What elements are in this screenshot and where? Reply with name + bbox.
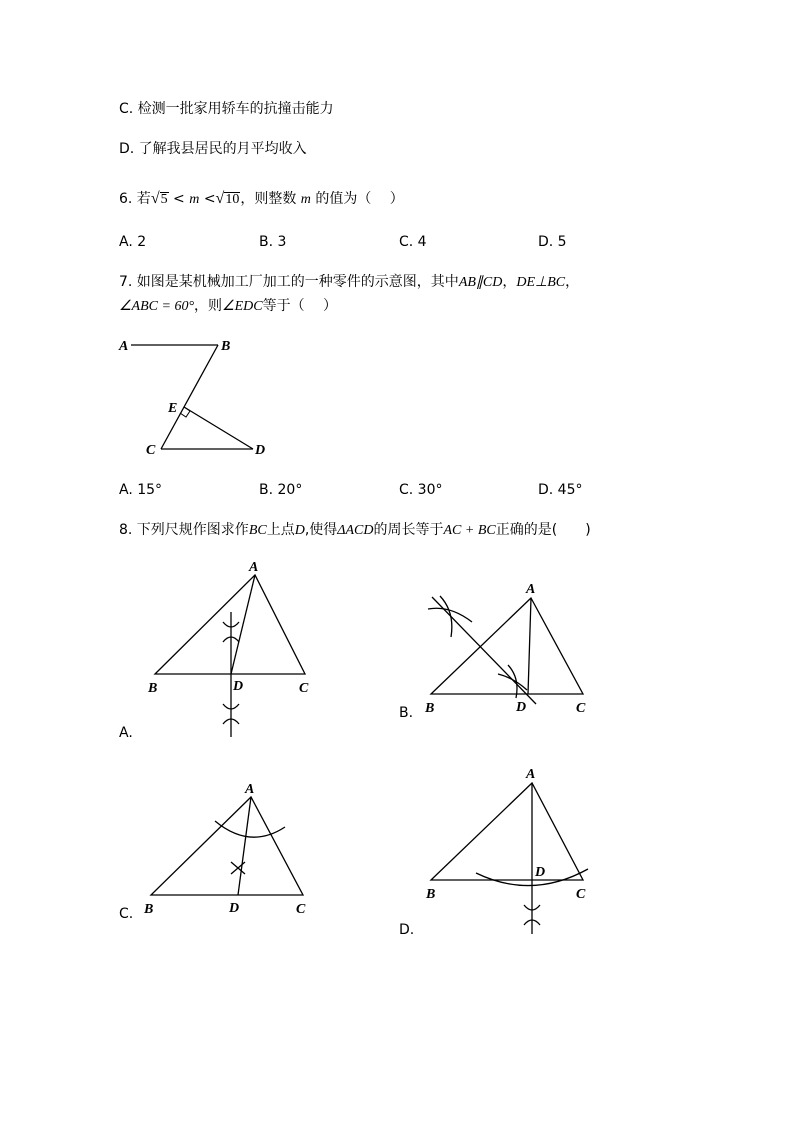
q7-option-b: B. 20°	[259, 482, 303, 498]
q7-line1-end: ，	[565, 274, 580, 290]
q8c-label-d: D	[229, 901, 240, 916]
q5-option-c: C. 检测一批家用轿车的抗撞击能力	[119, 101, 334, 117]
q8b-label-a: A	[526, 582, 536, 597]
q7-label-c: C	[146, 443, 156, 458]
sqrt-icon: √	[215, 190, 225, 207]
q7-option-a: A. 15°	[119, 482, 163, 498]
q8-m4: AC + BC	[443, 523, 496, 538]
q7-option-d: D. 45°	[538, 482, 583, 498]
q8a-label-a: A	[249, 560, 259, 575]
q7-label-e: E	[168, 401, 178, 416]
q7-line2-end: 等于（ ）	[262, 298, 338, 314]
q7-line1-prefix: 7. 如图是某机械加工厂加工的一种零件的示意图，其中	[119, 274, 459, 290]
q8b-label-b: B	[425, 701, 435, 716]
q7-label-d: D	[255, 443, 266, 458]
q8-option-d: D.	[399, 922, 415, 938]
q8-m2: D	[294, 523, 305, 538]
q8-t3: ,使得	[304, 522, 338, 538]
q8-option-c: C.	[119, 906, 134, 922]
q6-lt2: <	[203, 191, 216, 207]
q6-var: m	[300, 192, 311, 207]
q8b-label-d: D	[516, 700, 527, 715]
q8-option-b: B.	[399, 705, 414, 721]
q8c-label-b: B	[144, 902, 154, 917]
q7-line1-math2: DE⊥BC	[516, 275, 566, 290]
q6-option-d: D. 5	[538, 234, 567, 250]
q6-math-m: m	[189, 192, 200, 207]
q5-option-d: D. 了解我县居民的月平均收入	[119, 141, 307, 157]
q6-suffix: ，则整数	[240, 191, 297, 207]
q7-line2-math: ∠ABC = 60°	[119, 299, 195, 314]
q7-label-a: A	[119, 339, 129, 354]
q8-t4: 的周长等于	[373, 522, 444, 538]
q6-suffix2: 的值为（ ）	[315, 191, 404, 207]
q6-option-c: C. 4	[399, 234, 427, 250]
q8d-label-d: D	[535, 865, 546, 880]
q6-option-b: B. 3	[259, 234, 287, 250]
q8-prefix: 8. 下列尺规作图求作	[119, 522, 249, 538]
q8a-label-d: D	[233, 679, 244, 694]
q8b-label-c: C	[576, 701, 586, 716]
q8-option-a: A.	[119, 725, 133, 741]
sqrt-icon: √	[150, 190, 160, 207]
q6-lt1: <	[173, 191, 185, 207]
q8c-label-c: C	[296, 902, 306, 917]
q7-line1-math1: AB∥CD	[458, 275, 503, 290]
q7-label-b: B	[221, 339, 231, 354]
q8-m3: ΔACD	[337, 523, 374, 538]
q8a-label-b: B	[148, 681, 158, 696]
q8-figure-a	[155, 575, 305, 737]
q6-math-b: 10	[225, 192, 240, 207]
q8-figure-b	[428, 596, 583, 704]
q7-option-c: C. 30°	[399, 482, 443, 498]
q8-figure-c	[151, 797, 303, 895]
q6-math-a: 5	[160, 192, 168, 207]
q7-line2-mid: ，则	[194, 298, 223, 314]
q8-figure-d	[431, 783, 588, 934]
q6-option-a: A. 2	[119, 234, 147, 250]
q8a-label-c: C	[299, 681, 309, 696]
q8d-label-c: C	[576, 887, 586, 902]
q7-line1-sep: ，	[502, 274, 517, 290]
q6-prefix: 6. 若	[119, 191, 151, 207]
q7-line2-math2: ∠EDC	[222, 299, 263, 314]
q8-m1: BC	[248, 523, 267, 538]
q8c-label-a: A	[245, 782, 255, 797]
q8d-label-b: B	[426, 887, 436, 902]
q8-t5: 正确的是( )	[495, 522, 591, 538]
q8-t2: 上点	[266, 522, 295, 538]
q8d-label-a: A	[526, 767, 536, 782]
